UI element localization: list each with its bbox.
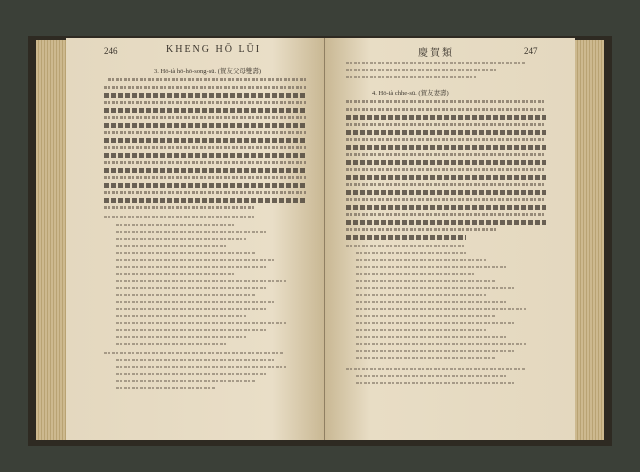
left-running-head: KHENG HŌ LŪI bbox=[166, 44, 262, 55]
right-page-number: 247 bbox=[524, 46, 538, 56]
right-page-edges bbox=[572, 40, 604, 440]
right-section-heading: 4. Hō-ià chhe-sū. (賀友妻壽) bbox=[372, 90, 449, 97]
left-page-edges bbox=[36, 40, 68, 440]
left-section-heading: 3. Hō-ià hō-hō-song-sū. (賀友父母雙壽) bbox=[154, 68, 262, 75]
left-page-number: 246 bbox=[104, 46, 118, 56]
right-running-head: 慶賀類 bbox=[418, 48, 454, 59]
